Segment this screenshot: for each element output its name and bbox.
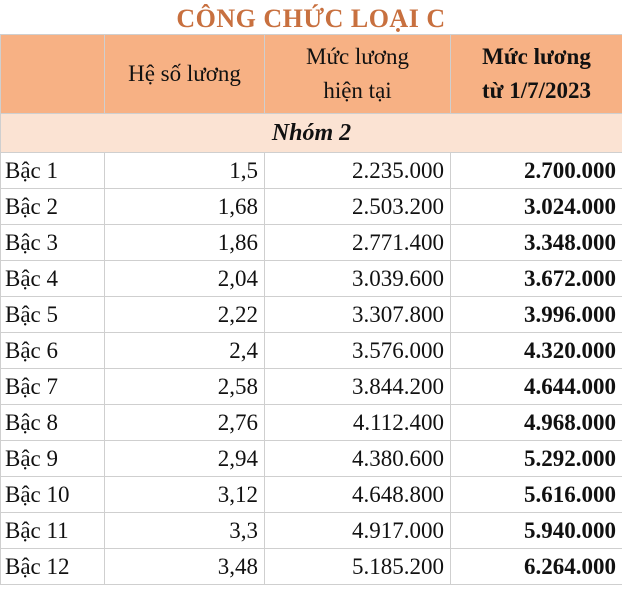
table-row [1, 405, 622, 441]
current-salary-cell: 4.380.600 [265, 441, 451, 477]
coefficient-cell: 3,3 [105, 513, 265, 549]
new-salary-cell: 4.968.000 [451, 405, 622, 441]
level-cell: Bậc 11 [1, 513, 105, 549]
current-salary-cell: 2.503.200 [265, 189, 451, 225]
current-salary-cell: 3.844.200 [265, 369, 451, 405]
current-salary-cell: 3.307.800 [265, 297, 451, 333]
header-coefficient [105, 35, 265, 114]
current-salary-cell: 5.185.200 [265, 549, 451, 585]
table-row [1, 549, 622, 585]
level-cell: Bậc 7 [1, 369, 105, 405]
level-cell: Bậc 6 [1, 333, 105, 369]
new-salary-cell: 6.264.000 [451, 549, 622, 585]
table-row [1, 225, 622, 261]
coefficient-cell: 3,48 [105, 549, 265, 585]
table-row [1, 261, 622, 297]
new-salary-cell: 3.996.000 [451, 297, 622, 333]
group-label: Nhóm 2 [1, 114, 622, 153]
level-cell: Bậc 9 [1, 441, 105, 477]
coefficient-cell: 1,68 [105, 189, 265, 225]
level-cell: Bậc 5 [1, 297, 105, 333]
coefficient-cell: 2,76 [105, 405, 265, 441]
table-row [1, 369, 622, 405]
coefficient-cell: 2,04 [105, 261, 265, 297]
table-row [1, 333, 622, 369]
current-salary-cell: 2.235.000 [265, 153, 451, 189]
header-current-line1: Mức lương [306, 44, 409, 69]
header-coefficient-label: Hệ số lương [128, 61, 241, 86]
level-cell: Bậc 2 [1, 189, 105, 225]
new-salary-cell: 3.672.000 [451, 261, 622, 297]
table-title: CÔNG CHỨC LOẠI C [176, 4, 446, 33]
current-salary-cell: 4.917.000 [265, 513, 451, 549]
header-current-salary [265, 35, 451, 114]
coefficient-cell: 3,12 [105, 477, 265, 513]
current-salary-cell: 4.648.800 [265, 477, 451, 513]
header-new-line1: Mức lương [482, 44, 591, 69]
new-salary-cell: 5.940.000 [451, 513, 622, 549]
coefficient-cell: 2,58 [105, 369, 265, 405]
current-salary-cell: 4.112.400 [265, 405, 451, 441]
level-cell: Bậc 4 [1, 261, 105, 297]
group-row [1, 114, 622, 153]
salary-table [0, 34, 622, 585]
table-row [1, 441, 622, 477]
new-salary-cell: 5.616.000 [451, 477, 622, 513]
new-salary-cell: 5.292.000 [451, 441, 622, 477]
current-salary-cell: 3.576.000 [265, 333, 451, 369]
header-row [1, 35, 622, 114]
level-cell: Bậc 10 [1, 477, 105, 513]
table-row [1, 297, 622, 333]
new-salary-cell: 3.024.000 [451, 189, 622, 225]
new-salary-cell: 4.644.000 [451, 369, 622, 405]
table-row [1, 477, 622, 513]
new-salary-cell: 2.700.000 [451, 153, 622, 189]
header-empty [1, 35, 105, 114]
table-row [1, 513, 622, 549]
new-salary-cell: 3.348.000 [451, 225, 622, 261]
coefficient-cell: 1,5 [105, 153, 265, 189]
level-cell: Bậc 3 [1, 225, 105, 261]
table-row [1, 153, 622, 189]
level-cell: Bậc 12 [1, 549, 105, 585]
coefficient-cell: 2,4 [105, 333, 265, 369]
current-salary-cell: 3.039.600 [265, 261, 451, 297]
coefficient-cell: 1,86 [105, 225, 265, 261]
coefficient-cell: 2,22 [105, 297, 265, 333]
level-cell: Bậc 1 [1, 153, 105, 189]
header-new-line2: từ 1/7/2023 [482, 78, 591, 103]
level-cell: Bậc 8 [1, 405, 105, 441]
current-salary-cell: 2.771.400 [265, 225, 451, 261]
coefficient-cell: 2,94 [105, 441, 265, 477]
header-new-salary [451, 35, 622, 114]
header-current-line2: hiện tại [323, 78, 392, 103]
new-salary-cell: 4.320.000 [451, 333, 622, 369]
table-row [1, 189, 622, 225]
